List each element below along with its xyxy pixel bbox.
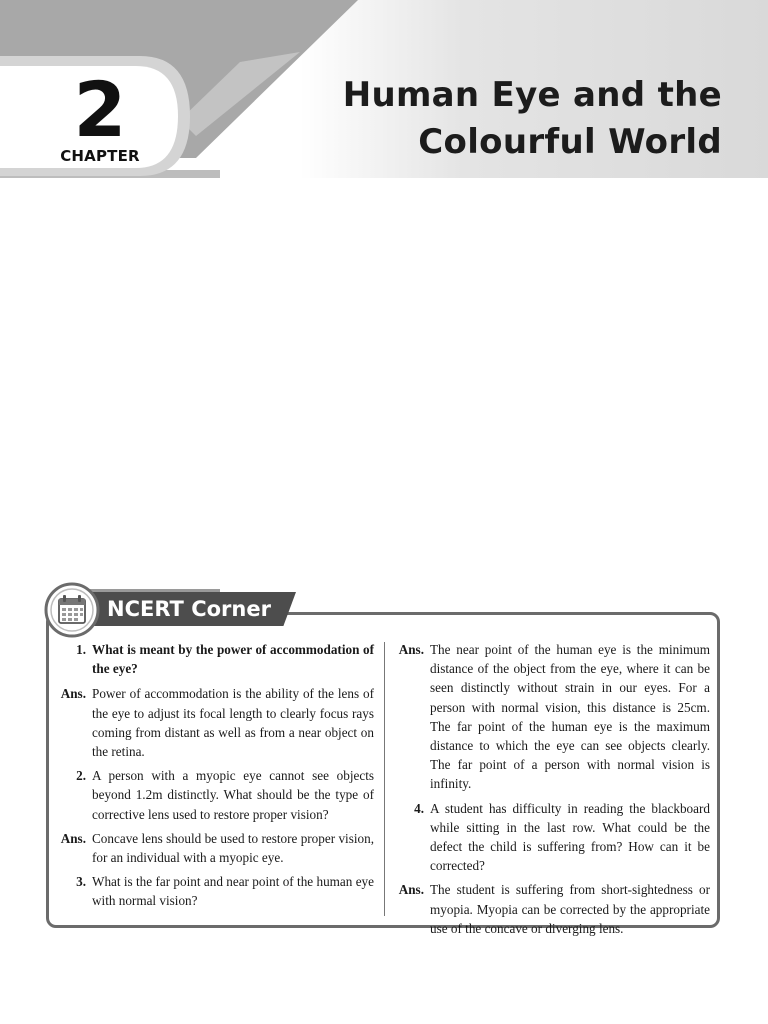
answer-label: Ans. xyxy=(398,882,424,898)
answer-label: Ans. xyxy=(398,642,424,657)
answer-4 xyxy=(394,880,710,938)
answer-label: Ans. xyxy=(60,686,86,702)
answer-label: Ans. xyxy=(60,830,86,846)
question-number: 4. xyxy=(414,800,424,816)
question-text: What is meant by the power of accommodation of the eye? xyxy=(92,642,374,677)
question-text: What is the far point and near point of the human eye with normal vision? xyxy=(92,874,374,909)
chapter-title-line1: Human Eye and the xyxy=(342,75,722,115)
question-3 xyxy=(56,872,374,910)
question-4 xyxy=(394,799,710,876)
question-text: A person with a myopic eye cannot see objects beyond 1.2m distinctly. What should be the type of corrective lens used to restore proper vision? xyxy=(92,768,374,822)
chapter-title xyxy=(343,72,722,166)
answer-text: Concave lens should be used to restore proper vision, for an individual with a myopic eye. xyxy=(92,830,374,866)
chapter-label: CHAPTER xyxy=(60,147,140,165)
question-1 xyxy=(56,640,374,678)
chapter-number: 2 xyxy=(73,65,127,154)
column-divider xyxy=(384,642,385,916)
question-text: A student has difficulty in reading the blackboard while sitting in the last row. What could be the defect the child is suffering from? How can it be corrected? xyxy=(430,800,710,874)
question-number: 1. xyxy=(76,642,86,657)
question-number: 2. xyxy=(76,768,86,784)
ncert-heading: NCERT Corner xyxy=(107,597,271,621)
question-2 xyxy=(56,766,374,824)
question-number: 3. xyxy=(76,874,86,890)
answer-text: The student is suffering from short-sightedness or myopia. Myopia can be corrected by the appropriate use of the concave or diverging lens. xyxy=(430,882,710,936)
chapter-title-line2: Colourful World xyxy=(418,122,722,162)
left-column xyxy=(56,640,374,911)
answer-text: Power of accommodation is the ability of the lens of the eye to adjust its focal length to clearly focus rays coming from distant as well as from a near object on the retina. xyxy=(92,686,374,760)
right-column xyxy=(394,640,710,938)
answer-1 xyxy=(56,684,374,761)
calendar-icon xyxy=(44,582,100,638)
chapter-header xyxy=(0,0,768,180)
answer-text: The near point of the human eye is the minimum distance of the object from the eye, where it can be seen distinctly without strain in our eyes. For a person with normal vision, this distance is 25cm. The far point of the human eye is the maximum distance to which the eye can see objects clearly. The far point of a person with normal vision is infinity. xyxy=(430,642,710,792)
answer-2 xyxy=(56,829,374,867)
answer-3 xyxy=(394,640,710,794)
